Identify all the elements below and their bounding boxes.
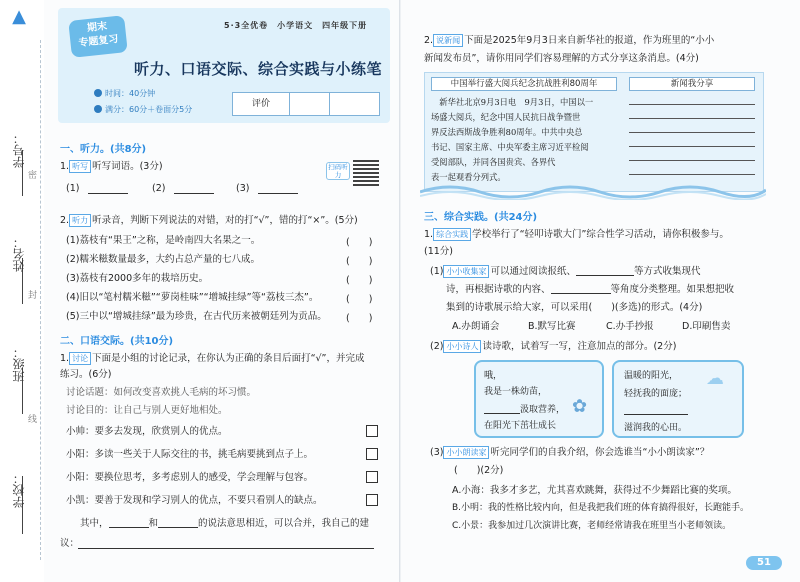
candidate-a: A.小海：我多才多艺，尤其喜欢跳舞，获得过不少舞蹈比赛的奖项。 bbox=[452, 485, 737, 496]
question-p1-cont: (11分) bbox=[424, 246, 454, 257]
news-panel bbox=[424, 72, 764, 192]
cloud-icon: ☁ bbox=[706, 368, 724, 389]
poem-card-2: 温暖的阳光， 轻抚我的面庞； 滋润我的心田。 ☁ bbox=[612, 360, 744, 438]
part-tag: 小小收集家 bbox=[443, 265, 489, 278]
sprout-icon: ✿ bbox=[572, 396, 588, 417]
part-reader: (3) 小小朗读家 听完同学们的自我介绍，你会选谁当“小小朗读家”？ bbox=[430, 447, 710, 458]
choice-b[interactable]: B.默写比赛 bbox=[528, 321, 576, 332]
part-tag: 小小诗人 bbox=[443, 340, 481, 353]
choice-d[interactable]: D.印刷售卖 bbox=[682, 321, 731, 332]
school-label: 学校： bbox=[12, 472, 26, 508]
poem-blank-2[interactable] bbox=[624, 404, 688, 415]
collect-blank-2[interactable] bbox=[551, 283, 611, 294]
statement-4: (4)旧以“笔村糯米糍”“萝岗桂味”“增城挂绿”等“荔枝三杰”。 bbox=[66, 292, 319, 303]
part-collector: (1) 小小收集家 可以通过阅读报纸、 等方式收集现代 bbox=[430, 266, 701, 277]
question-p1: 1. 综合实践 学校举行了“轻叩诗歌大门”综合性学习活动，请你积极参与。 bbox=[424, 229, 729, 240]
question-l2: 2. 听力 听录音，判断下列说法的对错，对的打“√”，错的打“×”。(5分) bbox=[60, 215, 358, 226]
opinion-checkbox-1[interactable] bbox=[366, 425, 378, 437]
statement-3: (3)荔枝有2000多年的栽培历史。 bbox=[66, 273, 209, 284]
opinion-4: 小凯：要善于发现和学习别人的优点，不要只看别人的缺点。 bbox=[66, 495, 323, 506]
clock-icon bbox=[94, 89, 102, 97]
discussion-goal: 讨论目的：让自己与别人更好地相处。 bbox=[66, 405, 228, 416]
news-headline: 中国举行盛大阅兵纪念抗战胜利80周年 bbox=[431, 77, 617, 91]
dictation-item-2: (2) bbox=[152, 183, 166, 194]
news-body: 新华社北京9月3日电 9月3日，中国以一 场盛大阅兵，纪念中国人民抗日战争暨世 界反法西斯战争胜利80周年。中共中央总 书记、国家主席、中央军委主席习近平检阅 受阅部队，并同各国贵宾、各界代 表一起观看分列式。 bbox=[431, 97, 594, 182]
choice-c[interactable]: C.办手抄报 bbox=[606, 321, 654, 332]
qr-code[interactable] bbox=[353, 160, 379, 186]
seal-mark-line: 线 bbox=[28, 415, 38, 425]
question-tag: 综合实践 bbox=[433, 228, 471, 241]
opinion-3: 小阳：要换位思考，多考虑别人的感受，学会理解与包容。 bbox=[66, 472, 314, 483]
answer-paren-1[interactable]: ( ) bbox=[346, 237, 373, 248]
question-o1: 1. 讨论 下面是小组的讨论记录，在你认为正确的条目后面打“√”，并完成 bbox=[60, 353, 365, 364]
section-practice: 三、综合实践。(共24分) bbox=[424, 212, 538, 223]
answer-paren-2[interactable]: ( ) bbox=[346, 256, 373, 267]
rocket-icon: ▲ bbox=[12, 6, 26, 27]
page-number: 51 bbox=[746, 556, 782, 570]
share-line-1[interactable] bbox=[629, 104, 755, 105]
series-label: 5·3全优卷 小学语文 四年级下册 bbox=[224, 21, 368, 30]
question-news-cont: 新闻发布员”，请你用同学们容易理解的方式分享这条消息。(4分) bbox=[424, 53, 699, 64]
lesson-title: 听力、口语交际、综合实践与小练笔 bbox=[134, 60, 383, 78]
question-l1: 1. 听写 听写词语。(3分) bbox=[60, 161, 163, 172]
question-tag: 讨论 bbox=[69, 352, 91, 365]
dictation-blank-2[interactable] bbox=[174, 193, 214, 194]
question-tag: 听写 bbox=[69, 160, 91, 173]
review-badge: 期末 专题复习 bbox=[68, 15, 128, 58]
share-line-3[interactable] bbox=[629, 132, 755, 133]
evaluation-label: 评价 bbox=[233, 93, 290, 115]
poem-blank-1[interactable] bbox=[484, 403, 520, 414]
dictation-blank-1[interactable] bbox=[88, 193, 128, 194]
answer-paren-4[interactable]: ( ) bbox=[346, 294, 373, 305]
part-tag: 小小朗读家 bbox=[443, 446, 489, 459]
part-poet: (2) 小小诗人 读诗歌，试着写一写，注意加点的部分。(2分) bbox=[430, 341, 677, 352]
share-line-5[interactable] bbox=[629, 160, 755, 161]
candidate-c: C.小景：我参加过几次演讲比赛，老师经常请我在班里当小老师领读。 bbox=[452, 521, 732, 531]
opinion-checkbox-3[interactable] bbox=[366, 471, 378, 483]
question-tag: 说新闻 bbox=[433, 34, 463, 47]
qr-label: 扫码听力 bbox=[326, 162, 350, 180]
suggestion-label: 议： bbox=[60, 538, 80, 549]
page-fold bbox=[399, 0, 401, 582]
seal-mark-dense: 密 bbox=[28, 171, 38, 181]
merge-blank-1[interactable] bbox=[109, 517, 149, 528]
merge-sentence: 其中， 和 的说法意思相近，可以合并，我自己的建 bbox=[80, 518, 370, 529]
opinion-1: 小帅：要多去发现，欣赏别人的优点。 bbox=[66, 426, 228, 437]
evaluation-box[interactable] bbox=[232, 92, 380, 116]
poem-card-1: 哦， 我是一株幼苗， 汲取营养， 在阳光下茁壮成长 ✿ bbox=[474, 360, 604, 438]
time-info: 时间：40分钟 bbox=[94, 88, 155, 99]
answer-paren-3[interactable]: ( ) bbox=[346, 275, 373, 286]
statement-5: (5)三中以“增城挂绿”最为珍贵，在古代历来被朝廷列为贡品。 bbox=[66, 311, 327, 322]
question-news: 2. 说新闻 下面是2025年9月3日来自新华社的报道，作为班里的“小小 bbox=[424, 35, 715, 46]
seal-mark-seal: 封 bbox=[28, 291, 38, 301]
name-label: 姓名： bbox=[12, 236, 26, 272]
dictation-blank-3[interactable] bbox=[258, 193, 298, 194]
share-line-2[interactable] bbox=[629, 118, 755, 119]
part-collector-line2: 诗，再根据诗歌的内容、 等角度分类整理。如果想把收 bbox=[446, 284, 735, 295]
score-info: 满分：60分＋卷面分5分 bbox=[94, 104, 192, 115]
binding-margin bbox=[0, 0, 44, 582]
merge-blank-2[interactable] bbox=[158, 517, 198, 528]
share-line-4[interactable] bbox=[629, 146, 755, 147]
section-listening: 一、听力。(共8分) bbox=[60, 144, 147, 155]
question-tag: 听力 bbox=[69, 214, 91, 227]
opinion-2: 小阳：多读一些关于人际交往的书，挑毛病要挑到点子上。 bbox=[66, 449, 314, 460]
opinion-checkbox-4[interactable] bbox=[366, 494, 378, 506]
question-o1-cont: 练习。(6分) bbox=[60, 369, 112, 380]
answer-paren-5[interactable]: ( ) bbox=[346, 313, 373, 324]
candidate-b: B.小明：我的性格比较内向，但是我把我们班的体育搞得很好，长跑能手。 bbox=[452, 503, 750, 513]
statement-1: (1)荔枝有“果王”之称，是岭南四大名果之一。 bbox=[66, 235, 261, 246]
section-oral: 二、口语交际。(共10分) bbox=[60, 336, 174, 347]
dictation-item-1: (1) bbox=[66, 183, 80, 194]
student-id-label: 学号： bbox=[12, 132, 26, 168]
reader-answer-paren[interactable]: ( )(2分) bbox=[454, 465, 504, 476]
cut-line bbox=[40, 40, 41, 560]
choice-a[interactable]: A.办朗诵会 bbox=[452, 321, 500, 332]
class-label: 班级： bbox=[12, 346, 26, 382]
opinion-checkbox-2[interactable] bbox=[366, 448, 378, 460]
share-line-6[interactable] bbox=[629, 174, 755, 175]
dictation-item-3: (3) bbox=[236, 183, 250, 194]
suggestion-line[interactable] bbox=[78, 548, 374, 549]
discussion-topic: 讨论话题：如何改变喜欢挑人毛病的坏习惯。 bbox=[66, 387, 257, 398]
star-icon bbox=[94, 105, 102, 113]
collect-blank-1[interactable] bbox=[576, 265, 634, 276]
share-title: 新闻我分享 bbox=[629, 77, 755, 91]
part-collector-line3: 集到的诗歌展示给大家，可以采用( )(多选)的形式。(4分) bbox=[446, 302, 703, 313]
wave-decoration bbox=[420, 182, 766, 200]
statement-2: (2)糯米糍数量最多，大约占总产量的七八成。 bbox=[66, 254, 260, 265]
